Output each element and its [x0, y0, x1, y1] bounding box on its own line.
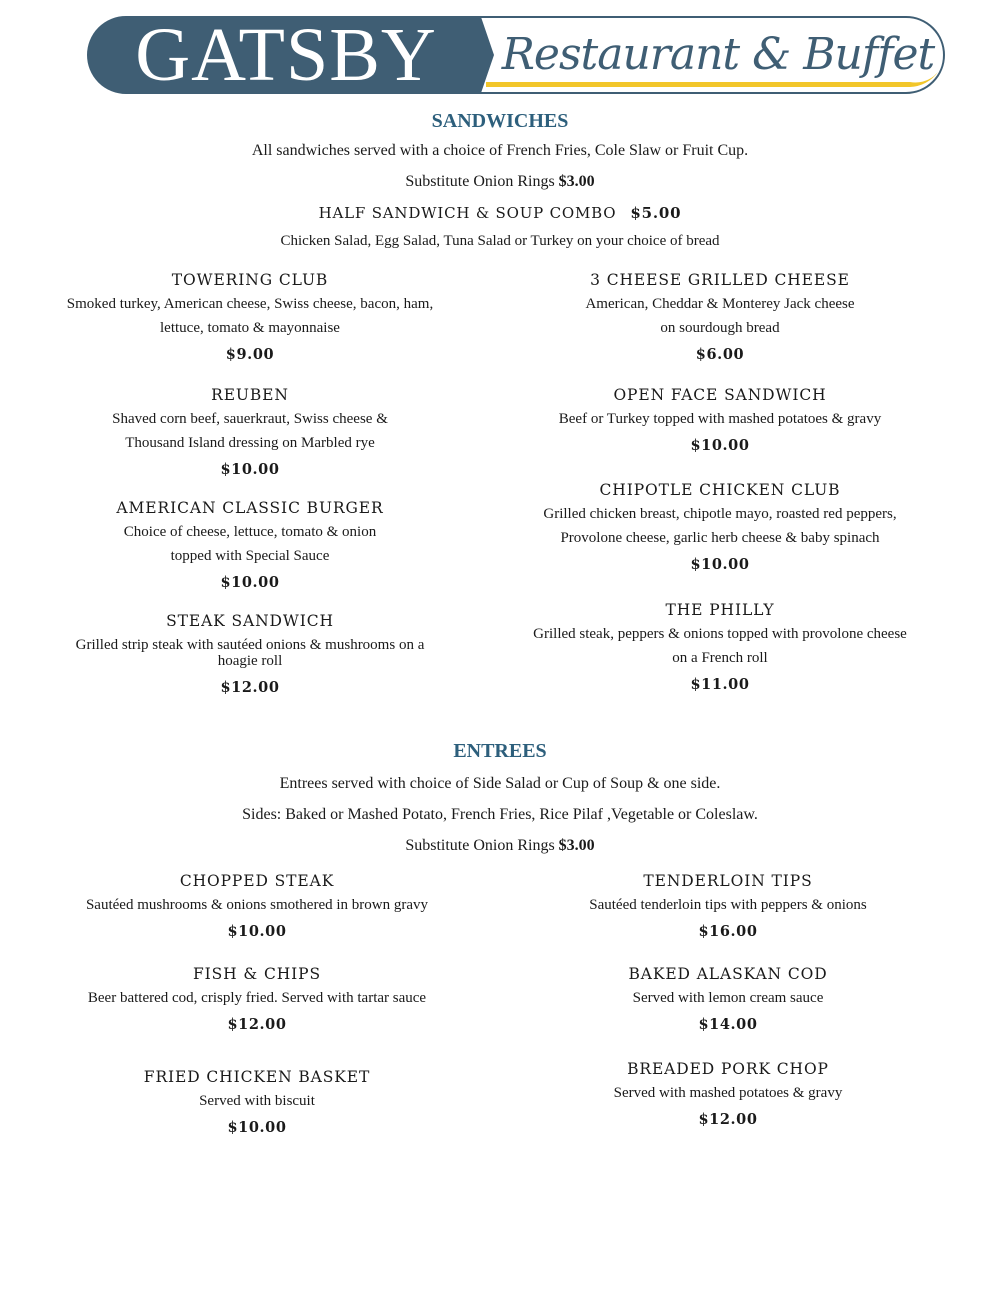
item-description: Provolone cheese, garlic herb cheese & baby spinach — [560, 530, 880, 546]
restaurant-banner — [86, 13, 946, 97]
item-price: $14.00 — [698, 1016, 758, 1033]
item-price: $6.00 — [695, 346, 745, 363]
substitute-label: Substitute Onion Rings — [405, 173, 555, 190]
menu-item — [518, 869, 938, 945]
substitute-label: Substitute Onion Rings — [405, 837, 555, 854]
item-description: Smoked turkey, American cheese, Swiss cheese, bacon, ham, — [66, 296, 434, 312]
item-price: $10.00 — [220, 461, 280, 478]
item-price: $10.00 — [220, 574, 280, 591]
item-description: Served with lemon cream sauce — [632, 990, 824, 1006]
menu-item — [47, 1065, 467, 1141]
item-description: on a French roll — [672, 650, 768, 666]
item-name: CHIPOTLE CHICKEN CLUB — [599, 481, 841, 499]
brand-tagline: Restaurant & Buffet — [501, 29, 935, 80]
sandwiches-intro: All sandwiches served with a choice of French Fries, Cole Slaw or Fruit Cup. — [251, 142, 749, 159]
menu-item — [40, 268, 460, 368]
item-description: on sourdough bread — [660, 320, 780, 336]
menu-item — [510, 383, 930, 459]
item-name: FRIED CHICKEN BASKET — [143, 1068, 371, 1086]
item-price: $12.00 — [227, 1016, 287, 1033]
sandwiches-substitute — [0, 173, 1000, 191]
combo-price: $5.00 — [630, 204, 682, 222]
item-name: BREADED PORK CHOP — [627, 1060, 829, 1078]
item-name: AMERICAN CLASSIC BURGER — [116, 499, 384, 517]
item-name: BAKED ALASKAN COD — [628, 965, 828, 983]
item-name: 3 CHEESE GRILLED CHEESE — [590, 271, 850, 289]
combo-label: HALF SANDWICH & SOUP COMBO — [318, 204, 617, 222]
item-price: $10.00 — [690, 437, 750, 454]
item-description: Grilled strip steak with sautéed onions & mushrooms on a hoagie roll — [75, 637, 425, 669]
item-price: $10.00 — [227, 1119, 287, 1136]
menu-item — [47, 962, 467, 1038]
item-description: Sautéed tenderloin tips with peppers & onions — [589, 897, 867, 913]
item-description: Beef or Turkey topped with mashed potatoes & gravy — [558, 411, 882, 427]
item-description: Served with mashed potatoes & gravy — [613, 1085, 843, 1101]
item-price: $10.00 — [227, 923, 287, 940]
entrees-substitute — [0, 837, 1000, 855]
menu-item — [47, 869, 467, 945]
sandwiches-title: SANDWICHES — [431, 110, 569, 132]
menu-item — [510, 478, 930, 578]
item-price: $11.00 — [690, 676, 750, 693]
item-description: Beer battered cod, crisply fried. Served with tartar sauce — [87, 990, 427, 1006]
item-name: TOWERING CLUB — [171, 271, 329, 289]
item-name: STEAK SANDWICH — [166, 612, 334, 630]
entrees-title: ENTREES — [453, 740, 547, 762]
combo-description: Chicken Salad, Egg Salad, Tuna Salad or Turkey on your choice of bread — [280, 233, 720, 249]
menu-item — [55, 609, 445, 701]
item-description: Choice of cheese, lettuce, tomato & onion — [123, 524, 377, 540]
item-price: $12.00 — [220, 679, 280, 696]
item-description: topped with Special Sauce — [170, 548, 330, 564]
item-name: TENDERLOIN TIPS — [643, 872, 813, 890]
item-name: CHOPPED STEAK — [179, 872, 335, 890]
item-description: American, Cheddar & Monterey Jack cheese — [585, 296, 855, 312]
substitute-price: $3.00 — [558, 173, 595, 190]
item-description: Served with biscuit — [199, 1093, 315, 1109]
entrees-sides: Sides: Baked or Mashed Potato, French Fries, Rice Pilaf ,Vegetable or Coleslaw. — [242, 806, 758, 823]
entrees-intro: Entrees served with choice of Side Salad or Cup of Soup & one side. — [279, 775, 721, 792]
menu-item — [510, 598, 930, 698]
combo-line — [0, 204, 1000, 222]
substitute-price: $3.00 — [558, 837, 595, 854]
item-name: THE PHILLY — [665, 601, 775, 619]
item-price: $16.00 — [698, 923, 758, 940]
menu-item — [518, 1057, 938, 1133]
item-price: $9.00 — [225, 346, 275, 363]
item-name: REUBEN — [211, 386, 289, 404]
item-description: Grilled chicken breast, chipotle mayo, roasted red peppers, — [543, 506, 897, 522]
menu-item — [40, 496, 460, 596]
item-price: $10.00 — [690, 556, 750, 573]
item-description: Thousand Island dressing on Marbled rye — [125, 435, 375, 451]
menu-item — [518, 962, 938, 1038]
item-name: OPEN FACE SANDWICH — [613, 386, 827, 404]
item-price: $12.00 — [698, 1111, 758, 1128]
item-description: lettuce, tomato & mayonnaise — [160, 320, 340, 336]
brand-name: GATSBY — [135, 13, 437, 97]
item-description: Sautéed mushrooms & onions smothered in brown gravy — [85, 897, 429, 913]
menu-item — [40, 383, 460, 483]
item-description: Shaved corn beef, sauerkraut, Swiss cheese & — [112, 411, 388, 427]
menu-item — [510, 268, 930, 368]
item-name: FISH & CHIPS — [192, 965, 321, 983]
item-description: Grilled steak, peppers & onions topped with provolone cheese — [533, 626, 907, 642]
